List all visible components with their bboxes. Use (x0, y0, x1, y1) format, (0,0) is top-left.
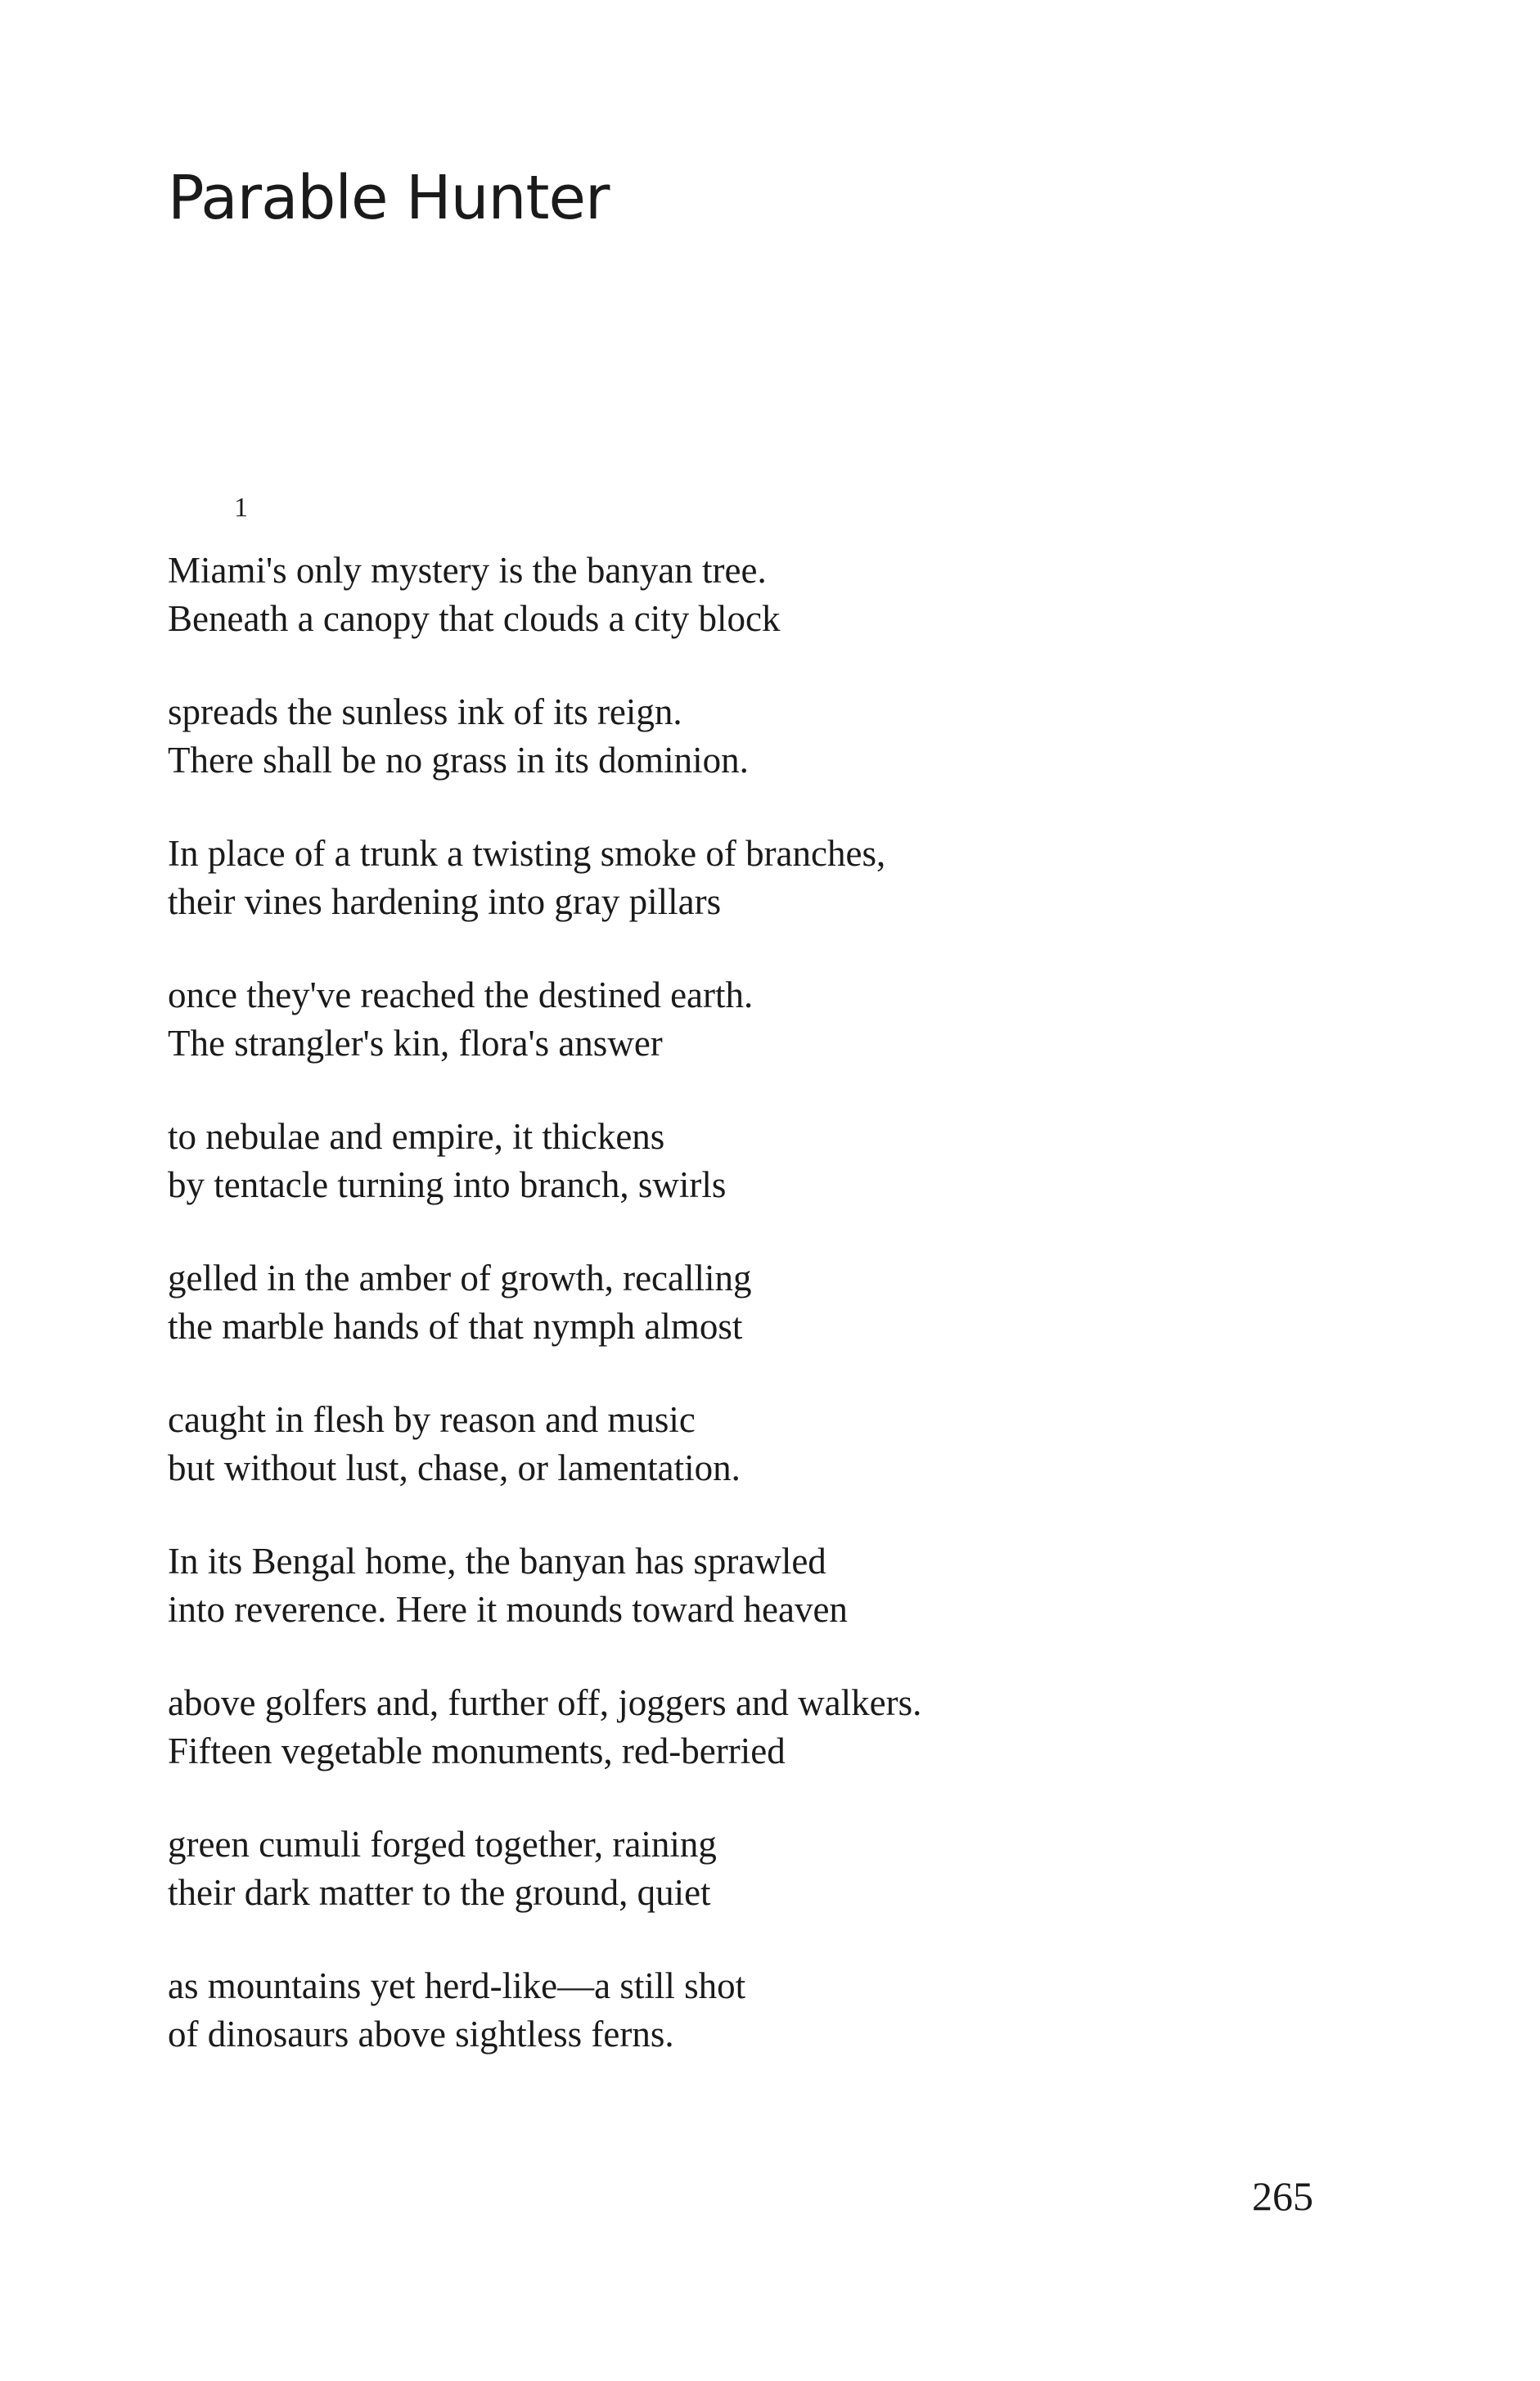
poem-line: In place of a trunk a twisting smoke of branches, (168, 833, 886, 874)
poem-line: gelled in the amber of growth, recalling (168, 1258, 752, 1299)
poem-line: their vines hardening into gray pillars (168, 881, 722, 922)
poem-line: their dark matter to the ground, quiet (168, 1872, 711, 1913)
poem-line: above golfers and, further off, joggers and walkers. (168, 1682, 922, 1723)
stanza (168, 1679, 1313, 1776)
poem-line: The strangler's kin, flora's answer (168, 1023, 663, 1064)
stanza (168, 1396, 1313, 1492)
stanza (168, 1537, 1313, 1634)
poem-line: to nebulae and empire, it thickens (168, 1116, 665, 1157)
poem-line: as mountains yet herd-like—a still shot (168, 1965, 746, 2006)
poem-line: of dinosaurs above sightless ferns. (168, 2014, 674, 2055)
stanza (168, 971, 1313, 1068)
poem-line: the marble hands of that nymph almost (168, 1306, 743, 1347)
stanza (168, 1821, 1313, 1917)
poem-line: into reverence. Here it mounds toward heaven (168, 1589, 848, 1630)
stanza (168, 1113, 1313, 1209)
poem-line: caught in flesh by reason and music (168, 1399, 696, 1440)
stanza (168, 1962, 1313, 2059)
poem-line: Miami's only mystery is the banyan tree. (168, 550, 767, 591)
poem-line: but without lust, chase, or lamentation. (168, 1447, 741, 1488)
poem-line: Beneath a canopy that clouds a city block (168, 598, 781, 639)
poem-body (168, 547, 1313, 2104)
poem-line: In its Bengal home, the banyan has sprawled (168, 1541, 826, 1582)
poem-line: spreads the sunless ink of its reign. (168, 691, 682, 732)
stanza (168, 830, 1313, 926)
poem-line: green cumuli forged together, raining (168, 1824, 717, 1865)
poem-title: Parable Hunter (168, 163, 610, 233)
page-number: 265 (1252, 2173, 1313, 2219)
stanza (168, 688, 1313, 785)
poem-line: There shall be no grass in its dominion. (168, 740, 749, 781)
poem-line: by tentacle turning into branch, swirls (168, 1164, 727, 1205)
stanza (168, 547, 1313, 643)
poem-line: once they've reached the destined earth. (168, 974, 754, 1015)
section-number: 1 (234, 493, 248, 523)
poem-line: Fifteen vegetable monuments, red-berried (168, 1731, 786, 1771)
stanza (168, 1254, 1313, 1351)
